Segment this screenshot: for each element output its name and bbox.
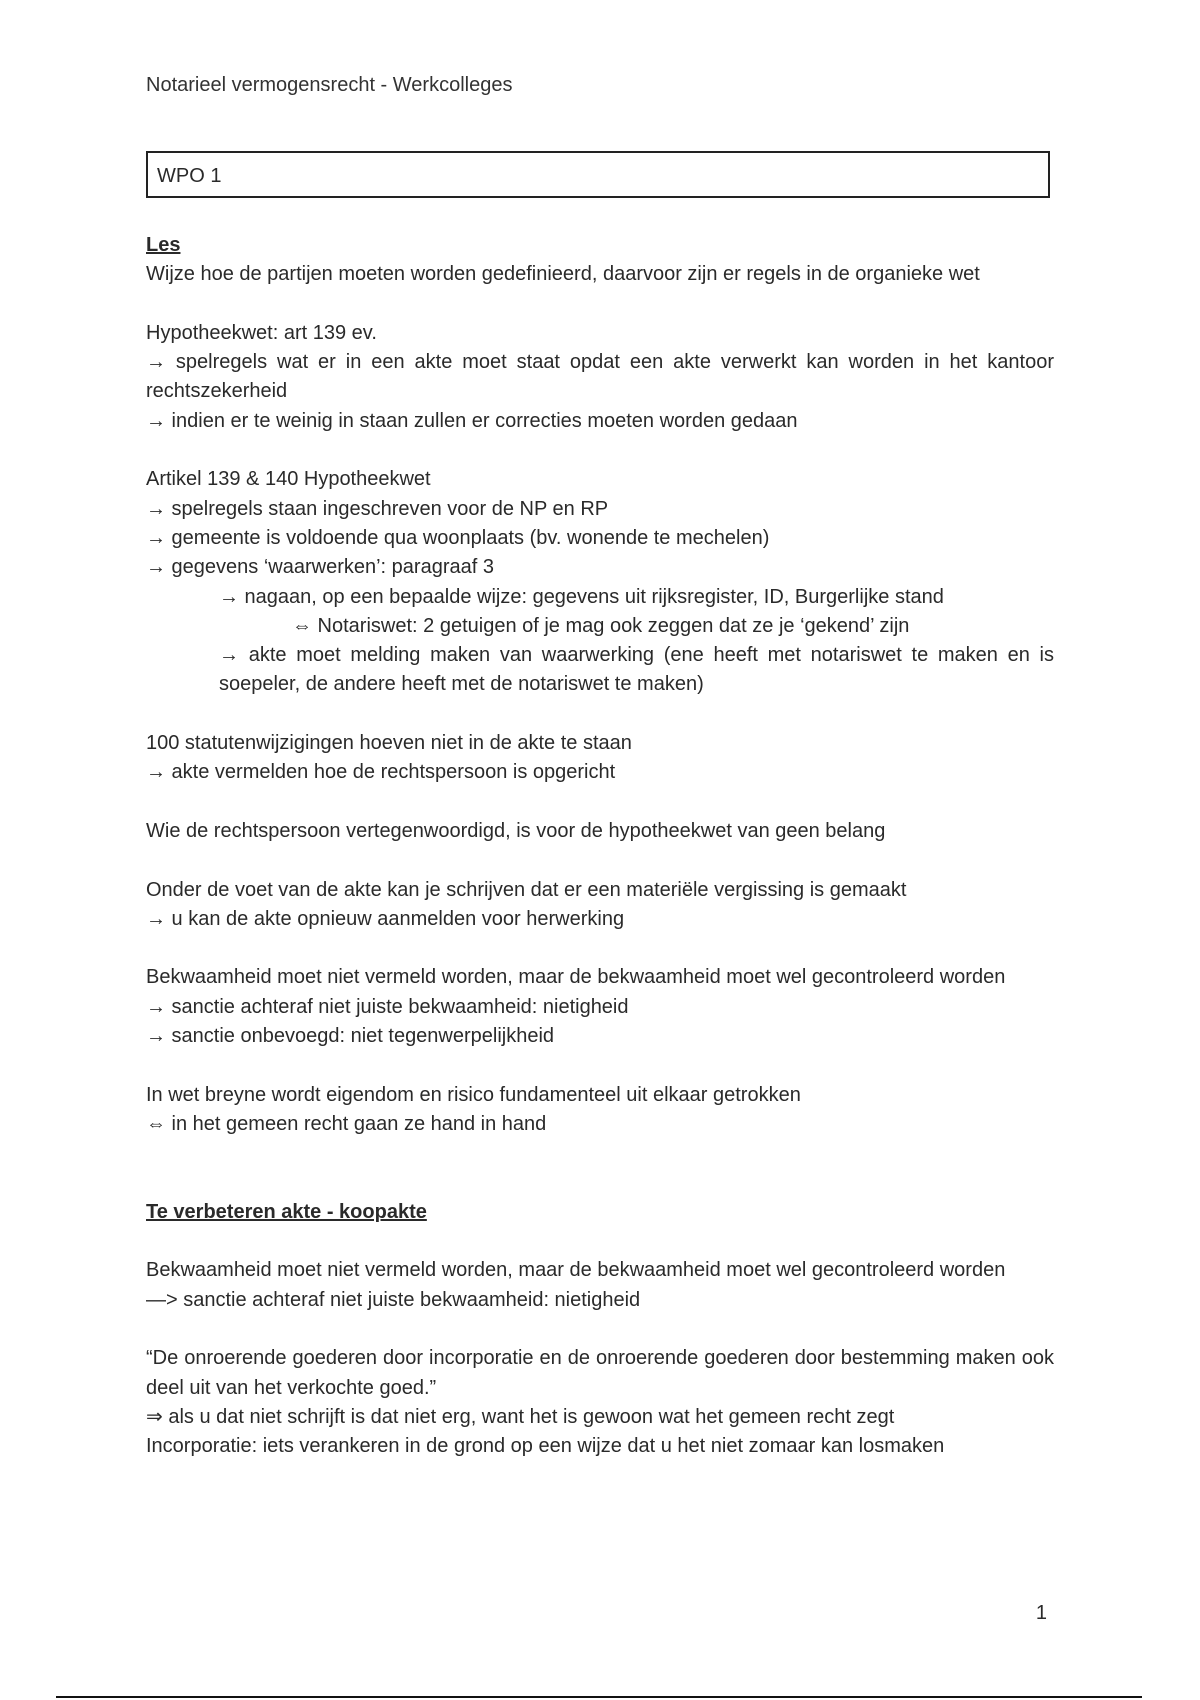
- akte-quote: “De onroerende goederen door incorporatie en de onroerende goederen door bestemming maken ook deel uit van het verkochte goed.”: [146, 1347, 1054, 1399]
- akte-bekwaamheid-point-1: —> sanctie achteraf niet juiste bekwaamheid: nietigheid: [146, 1288, 641, 1311]
- page-number: 1: [1035, 1602, 1047, 1624]
- document-page: [146, 0, 1054, 1700]
- voet-title: Onder de voet van de akte kan je schrijven dat er een materiële vergissing is gemaakt: [146, 878, 907, 901]
- bekwaamheid-point-1: → sanctie achteraf niet juiste bekwaamheid: nietigheid: [146, 995, 629, 1018]
- artikel-point-3: → gegevens ‘waarwerken’: paragraaf 3: [146, 556, 494, 579]
- document-header: Notarieel vermogensrecht - Werkcolleges: [146, 74, 513, 96]
- hypotheekwet-point-2: → indien er te weinig in staan zullen er correcties moeten worden gedaan: [146, 409, 798, 432]
- breyne-title: In wet breyne wordt eigendom en risico fundamenteel uit elkaar getrokken: [146, 1083, 801, 1106]
- session-title-box: [146, 151, 1050, 198]
- vertegenwoordiging-line: Wie de rechtspersoon vertegenwoordigd, is voor de hypotheekwet van geen belang: [146, 819, 886, 842]
- paragraph-parties: Wijze hoe de partijen moeten worden gedefinieerd, daarvoor zijn er regels in de organieke wet: [146, 263, 980, 286]
- session-title: WPO 1: [157, 165, 222, 187]
- artikel-subpoint-c: → akte moet melding maken van waarwerking (ene heeft met notariswet te maken en is soepeler, de andere heeft met de notariswet te maken): [219, 644, 1054, 696]
- artikel-subpoint-b: ⇔ Notariswet: 2 getuigen of je mag ook zeggen dat ze je ‘gekend’ zijn: [292, 614, 910, 637]
- artikel-point-1: → spelregels staan ingeschreven voor de NP en RP: [146, 497, 609, 520]
- hypotheekwet-point-1: → spelregels wat er in een akte moet staat opdat een akte verwerkt kan worden in het kantoor rechtszekerheid: [146, 351, 1054, 403]
- bekwaamheid-point-2: → sanctie onbevoegd: niet tegenwerpelijkheid: [146, 1025, 555, 1048]
- akte-quote-note: ⇒ als u dat niet schrijft is dat niet erg, want het is gewoon wat het gemeen recht zegt: [146, 1405, 895, 1428]
- section-heading-les: Les: [146, 234, 181, 256]
- voet-point-1: → u kan de akte opnieuw aanmelden voor herwerking: [146, 907, 625, 930]
- bekwaamheid-title: Bekwaamheid moet niet vermeld worden, maar de bekwaamheid moet wel gecontroleerd worden: [146, 966, 1006, 989]
- akte-bekwaamheid-title: Bekwaamheid moet niet vermeld worden, maar de bekwaamheid moet wel gecontroleerd worden: [146, 1259, 1006, 1282]
- artikel-title: Artikel 139 & 140 Hypotheekwet: [146, 468, 431, 491]
- statuten-title: 100 statutenwijzigingen hoeven niet in de akte te staan: [146, 732, 632, 755]
- artikel-point-2: → gemeente is voldoende qua woonplaats (bv. wonende te mechelen): [146, 526, 770, 549]
- statuten-point-1: → akte vermelden hoe de rechtspersoon is opgericht: [146, 761, 616, 784]
- incorporatie-definition: Incorporatie: iets verankeren in de grond op een wijze dat u het niet zomaar kan losmaken: [146, 1435, 945, 1458]
- document-body: [146, 231, 1054, 1461]
- breyne-point-1: ⇔ in het gemeen recht gaan ze hand in hand: [146, 1112, 547, 1135]
- hypotheekwet-title: Hypotheekwet: art 139 ev.: [146, 321, 377, 344]
- artikel-subpoint-a: → nagaan, op een bepaalde wijze: gegevens uit rijksregister, ID, Burgerlijke stand: [219, 585, 944, 608]
- page-bottom-divider: [56, 1696, 1142, 1698]
- section-heading-akte: Te verbeteren akte - koopakte: [146, 1200, 427, 1223]
